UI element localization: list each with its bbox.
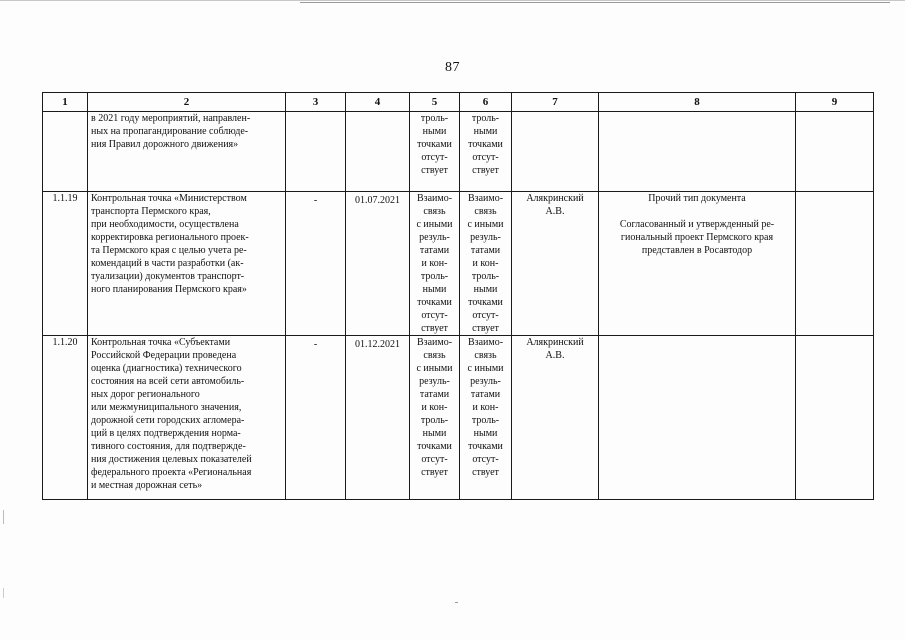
relation-line: троль- bbox=[471, 271, 500, 282]
relation-line: с иными bbox=[467, 363, 504, 374]
cell-responsible bbox=[512, 112, 599, 192]
cell-responsible bbox=[512, 192, 599, 336]
name-line: ния Правил дорожного движения» bbox=[91, 139, 239, 150]
relation-line: отсут- bbox=[472, 454, 499, 465]
relation-line: Взаимо- bbox=[416, 337, 453, 348]
name-line: Контрольная точка «Субъектами bbox=[91, 337, 231, 348]
relation-line: троль- bbox=[420, 113, 449, 124]
relation-line: с иными bbox=[467, 219, 504, 230]
relation-line: Взаимо- bbox=[467, 337, 504, 348]
relation-line: связь bbox=[474, 206, 497, 217]
responsible-line: А.В. bbox=[545, 206, 565, 217]
relation-line: ными bbox=[422, 126, 447, 137]
name-line: состояния на всей сети автомобиль- bbox=[91, 376, 245, 387]
relation-line: резуль- bbox=[470, 232, 501, 243]
item-id: 1.1.20 bbox=[52, 337, 78, 348]
name-line: или межмуниципального значения, bbox=[91, 402, 242, 413]
relation-line: ствует bbox=[472, 467, 499, 478]
table-row bbox=[43, 192, 874, 336]
relation-line: отсут- bbox=[421, 454, 448, 465]
item-id: 1.1.19 bbox=[52, 193, 78, 204]
scan-mark bbox=[455, 602, 458, 603]
relation-line: отсут- bbox=[421, 152, 448, 163]
col3-value: - bbox=[313, 339, 318, 350]
document-line: гиональный проект Пермского края bbox=[620, 232, 774, 243]
table-row bbox=[43, 336, 874, 500]
cell-col9 bbox=[796, 192, 874, 336]
header-col-6: 6 bbox=[460, 93, 512, 112]
cell-col9 bbox=[796, 336, 874, 500]
relation-line: отсут- bbox=[472, 152, 499, 163]
relation-line: связь bbox=[423, 350, 446, 361]
scan-mark bbox=[3, 588, 4, 598]
cell-col3 bbox=[286, 192, 346, 336]
cell-id bbox=[43, 336, 88, 500]
relation-line: Взаимо- bbox=[416, 193, 453, 204]
name-line: дорожной сети городских агломера- bbox=[91, 415, 245, 426]
relation-line: ными bbox=[422, 284, 447, 295]
cell-date bbox=[346, 192, 410, 336]
relation-line: ствует bbox=[421, 323, 448, 334]
relation-line: Взаимо- bbox=[467, 193, 504, 204]
relation-line: точками bbox=[468, 441, 503, 452]
name-line: ния достижения целевых показателей bbox=[91, 454, 252, 465]
header-row bbox=[43, 93, 874, 112]
relation-line: точками bbox=[417, 441, 452, 452]
relation-line: точками bbox=[417, 297, 452, 308]
relation-line: троль- bbox=[420, 271, 449, 282]
relation-line: татами bbox=[470, 245, 501, 256]
cell-document bbox=[599, 192, 796, 336]
cell-document bbox=[599, 336, 796, 500]
name-line: тивного состояния, для подтвержде- bbox=[91, 441, 246, 452]
responsible-line: Алякринский bbox=[526, 193, 584, 204]
relation-line: связь bbox=[423, 206, 446, 217]
relation-line: татами bbox=[419, 389, 450, 400]
scan-mark bbox=[3, 510, 4, 524]
responsible-line: А.В. bbox=[545, 350, 565, 361]
scan-edge-line bbox=[0, 0, 905, 1]
col3-value: - bbox=[313, 195, 318, 206]
name-line: ций в целях подтверждения норма- bbox=[91, 428, 241, 439]
relation-line: резуль- bbox=[419, 232, 450, 243]
relation-line: троль- bbox=[471, 415, 500, 426]
relation-line: резуль- bbox=[419, 376, 450, 387]
relation-line: ствует bbox=[472, 323, 499, 334]
cell-id bbox=[43, 112, 88, 192]
cell-date bbox=[346, 112, 410, 192]
name-line: ного планирования Пермского края» bbox=[91, 284, 247, 295]
relation-line: точками bbox=[417, 139, 452, 150]
cell-name bbox=[88, 336, 286, 500]
control-points-table bbox=[42, 92, 874, 500]
relation-line: и кон- bbox=[421, 402, 448, 413]
relation-line: точками bbox=[468, 139, 503, 150]
header-col-3: 3 bbox=[286, 93, 346, 112]
relation-line: и кон- bbox=[472, 402, 499, 413]
name-line: транспорта Пермского края, bbox=[91, 206, 211, 217]
cell-document bbox=[599, 112, 796, 192]
table-row bbox=[43, 112, 874, 192]
relation-line: и кон- bbox=[472, 258, 499, 269]
header-col-2: 2 bbox=[88, 93, 286, 112]
name-line: корректировка регионального проек- bbox=[91, 232, 249, 243]
cell-col6 bbox=[460, 336, 512, 500]
name-line: ных дорог регионального bbox=[91, 389, 200, 400]
relation-line: ными bbox=[473, 284, 498, 295]
relation-line: троль- bbox=[420, 415, 449, 426]
page-number: 87 bbox=[445, 60, 460, 75]
header-col-7: 7 bbox=[512, 93, 599, 112]
cell-responsible bbox=[512, 336, 599, 500]
date-value: 01.07.2021 bbox=[355, 195, 400, 206]
date-value: 01.12.2021 bbox=[355, 339, 400, 350]
relation-line: ствует bbox=[421, 165, 448, 176]
cell-col6 bbox=[460, 112, 512, 192]
relation-line: резуль- bbox=[470, 376, 501, 387]
name-line: при необходимости, осуществлена bbox=[91, 219, 239, 230]
document-line: представлен в Росавтодор bbox=[641, 245, 753, 256]
header-col-4: 4 bbox=[346, 93, 410, 112]
relation-line: связь bbox=[474, 350, 497, 361]
responsible-line: Алякринский bbox=[526, 337, 584, 348]
name-line: комендаций в части разработки (ак- bbox=[91, 258, 244, 269]
name-line: туализации) документов транспорт- bbox=[91, 271, 245, 282]
name-line: федерального проекта «Региональная bbox=[91, 467, 252, 478]
relation-line: отсут- bbox=[472, 310, 499, 321]
header-col-1: 1 bbox=[43, 93, 88, 112]
name-line: и местная дорожная сеть» bbox=[91, 480, 203, 491]
name-line: в 2021 году мероприятий, направлен- bbox=[91, 113, 251, 124]
relation-line: троль- bbox=[471, 113, 500, 124]
scan-edge-line bbox=[300, 2, 890, 3]
cell-name bbox=[88, 112, 286, 192]
name-line: оценка (диагностика) технического bbox=[91, 363, 242, 374]
cell-col3 bbox=[286, 112, 346, 192]
header-col-8: 8 bbox=[599, 93, 796, 112]
relation-line: татами bbox=[470, 389, 501, 400]
name-line: Контрольная точка «Министерством bbox=[91, 193, 247, 204]
cell-col3 bbox=[286, 336, 346, 500]
relation-line: татами bbox=[419, 245, 450, 256]
cell-col9 bbox=[796, 112, 874, 192]
name-line: Российской Федерации проведена bbox=[91, 350, 237, 361]
cell-col5 bbox=[410, 192, 460, 336]
relation-line: и кон- bbox=[421, 258, 448, 269]
cell-col6 bbox=[460, 192, 512, 336]
name-line: ных на пропагандирование соблюде- bbox=[91, 126, 249, 137]
cell-date bbox=[346, 336, 410, 500]
name-line: та Пермского края с целью учета ре- bbox=[91, 245, 247, 256]
header-col-5: 5 bbox=[410, 93, 460, 112]
relation-line: отсут- bbox=[421, 310, 448, 321]
relation-line: ствует bbox=[472, 165, 499, 176]
document-line: Согласованный и утвержденный ре- bbox=[619, 219, 775, 230]
relation-line: точками bbox=[468, 297, 503, 308]
cell-name bbox=[88, 192, 286, 336]
relation-line: с иными bbox=[416, 363, 453, 374]
relation-line: ными bbox=[473, 428, 498, 439]
relation-line: ными bbox=[422, 428, 447, 439]
header-col-9: 9 bbox=[796, 93, 874, 112]
cell-col5 bbox=[410, 112, 460, 192]
relation-line: ными bbox=[473, 126, 498, 137]
cell-id bbox=[43, 192, 88, 336]
relation-line: с иными bbox=[416, 219, 453, 230]
relation-line: ствует bbox=[421, 467, 448, 478]
cell-col5 bbox=[410, 336, 460, 500]
document-type: Прочий тип документа bbox=[648, 193, 746, 204]
